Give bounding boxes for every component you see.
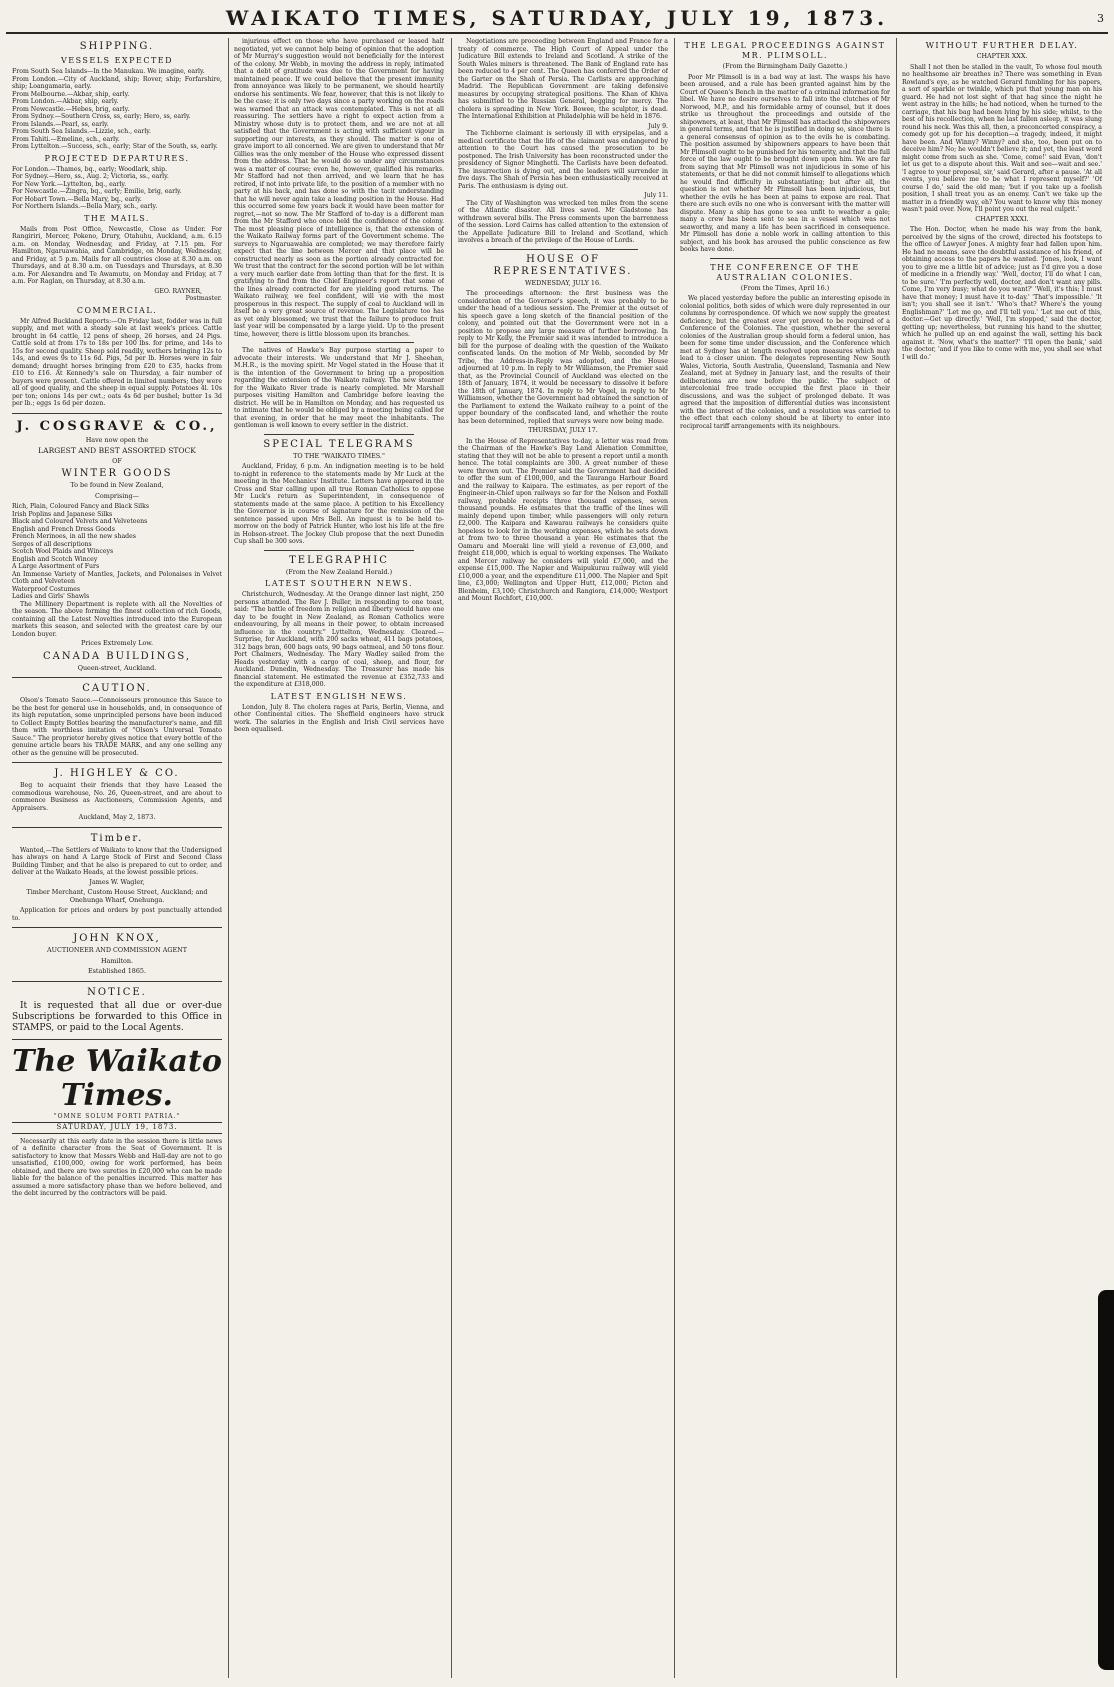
departure-item: For Sydney.—Hero, ss., Aug. 2; Victoria, ss., early. — [12, 173, 169, 180]
vessel-expected-item: From South Sea Islands.—Lizzie, sch., early. — [12, 128, 151, 135]
cosgrave-comprising: Comprising— — [95, 491, 139, 500]
cosgrave-item-list — [12, 503, 222, 601]
conference-heading: THE CONFERENCE OF THE AUSTRALIAN COLONIES. — [710, 262, 860, 282]
knox-established: Established 1865. — [87, 967, 147, 975]
dateline-july-9: July 9. — [648, 122, 668, 130]
divider — [12, 981, 222, 982]
column-rule — [896, 38, 897, 1678]
divider — [264, 550, 414, 551]
vessel-expected-item: From London.—Akbar, ship, early. — [12, 98, 119, 105]
column-2 — [234, 38, 444, 1678]
commercial-heading: COMMERCIAL. — [76, 305, 158, 315]
mails-text: Mails from Post Office, Newcastle, Close as Under. For Rangiriri, Mercer, Pokeno, Drury, Otahuhu, Auckland, a.m. 6.15 a.m. on Monday, Wednesday, and Friday, at 7.15 pm. For Hamilton, Ngaruawahia, and Cambridge, on Monday, Wednesday, and Friday, at 5 p.m. Mails for all countries close at 8.30 a.m. on Thursdays, and at 8.30 a.m. on Tuesdays and Thursdays, at 8.30 a.m. For Alexandra and Te Awamutu, on Monday and Friday, at 7 a.m. For Raglan, on Thursday, at 8.30 a.m. — [12, 225, 222, 285]
vessels-expected-heading: VESSELS EXPECTED — [60, 56, 174, 65]
highley-date: Auckland, May 2, 1873. — [78, 813, 156, 821]
legal-heading: THE LEGAL PROCEEDINGS AGAINST MR. PLIMSOLL. — [684, 41, 886, 60]
serial-heading: WITHOUT FURTHER DELAY. — [925, 41, 1079, 50]
vessel-expected-item: From Tahiti.—Emeline, sch., early. — [12, 135, 120, 143]
column-3 — [458, 38, 668, 1678]
column-4 — [680, 38, 890, 1678]
divider — [12, 827, 222, 828]
paper-motto: "OMNE SOLUM FORTI PATRIA." — [53, 1112, 181, 1120]
projected-departures-heading: PROJECTED DEPARTURES. — [44, 153, 190, 163]
commercial-text: Mr Alfred Buckland Reports:—On Friday last, fodder was in full supply, and met with a steady sale at last week's prices. Cattle brought in 64 cattle, 12 pens of sheep, 26 horses, and 24 Pigs. Cattle sold at from 17s to 18s per 100 lbs. for prime, and 14s to 15s for second quality. Sheep sold readily, wethers bringing 12s to 14s, and ewes 9s to 11s 6d. Pigs, 5d per lb. Horses were in fair demand; draught horses bringing from £20 to £35, hacks from £10 to £16. At Kennedy's sale on Thursday, a fair number of buyers were present. Cattle offered in limited numbers; they were all of good quality, and the sheep in equal supply. Potatoes 4l. 10s per ton; onions 14s per cwt.; oats 4s 6d per bushel; butter 1s 3d per lb.; eggs 1s 6d per dozen. — [12, 317, 222, 407]
cosgrave-item: Rich, Plain, Coloured Fancy and Black Silks — [12, 503, 150, 510]
knox-place: Hamilton. — [100, 956, 134, 965]
vessel-expected-item: From Islands.—Pearl, ss, early. — [12, 120, 109, 128]
prices-line: Prices Extremely Low. — [80, 639, 154, 647]
projected-departures-list — [12, 166, 222, 211]
canada-buildings-heading: CANADA BUILDINGS, — [42, 650, 191, 662]
cosgrave-of: OF — [112, 456, 122, 465]
chapter-31-heading: CHAPTER XXXI. — [975, 214, 1029, 223]
special-telegrams-heading: SPECIAL TELEGRAMS — [263, 438, 415, 450]
thursday-text: In the House of Representatives to-day, a letter was read from the Chairman of the Hawke's Bay Land Alienation Committee, stating that they will not be able to present a report until a month hence. The total complaints are 300. A great number of these were thrown out. The Premier said the Government had decided to offer the sum of £100,000, and the Tauranga Harbour Board and the railway to Kaipara. The estimates, as per report of the Engineer-in-Chief upon railways so far for the Nelson and Foxhill railway, probable receipts three thousand expenses, seven thousand pounds. He estimates that the traffic of the lines will mainly depend upon timber, while passengers will only return £2,000. The Kaipara and Kawarau railways he considers quite hopeless to look for in the working expenses, which he sets down at from two to three thousand a year. He estimates that the Oamaru and Moeraki line will yield a revenue of £3,000, and freight £18,000, which is equal to working expenses. The Waikato and Mercer railway he considers will yield £7,000, and the expense £15,000. The Napier and Waipukurau railway will yield £10,000 a year, and the expenditure £11,000. The Napier and Spit line, £3,000; Wellington and Upper Hutt, £12,000; Picton and Blenheim, £3,100; Christchurch and Rangiora, £14,000; Westport and Mount Rochfort, £10,000. — [458, 437, 668, 602]
house-heading: HOUSE OF REPRESENTATIVES. — [493, 253, 633, 277]
legal-source: (From the Birmingham Daily Gazette.) — [722, 62, 848, 70]
vessels-expected-list — [12, 68, 222, 151]
vessel-expected-item: From Lyttelton.—Success, sch., early; Star of the South, ss, early. — [12, 143, 218, 150]
cosgrave-goods: WINTER GOODS — [61, 468, 173, 479]
postmaster-name: GEO. RAYNER, — [154, 287, 202, 295]
paper-dateline: SATURDAY, JULY 19, 1873. — [12, 1122, 222, 1134]
masthead-title: WAIKATO TIMES, SATURDAY, JULY 19, 1873. — [225, 6, 889, 30]
timber-text: Wanted,—The Settlers of Waikato to know that the Undersigned has always on hand A Large Stock of First and Second Class Building Timber, and that he also is prepared to cut to order, and deliver at the Waikato Heads, at the lowest possible prices. — [12, 846, 222, 876]
cosgrave-item: Black and Coloured Velvets and Velveteens — [12, 518, 148, 525]
cosgrave-item: Ladies and Girls' Shawls — [12, 593, 90, 600]
timber-heading: Timber. — [90, 832, 144, 844]
timber-footer: Application for prices and orders by post punctually attended to. — [12, 907, 222, 922]
highley-heading: J. HIGHLEY & CO. — [54, 768, 180, 779]
thursday-heading: THURSDAY, JULY 17. — [528, 426, 598, 434]
divider — [264, 434, 414, 435]
latest-english-heading: LATEST ENGLISH NEWS. — [270, 691, 408, 701]
divider — [12, 1039, 222, 1040]
cosgrave-item: Waterproof Costumes — [12, 585, 81, 593]
chapter-30-heading: CHAPTER XXX. — [976, 52, 1028, 60]
conference-source: (From the Times, April 16.) — [740, 283, 830, 292]
chapter-30-text: Shall I not then be stalled in the vault, To whose foul mouth no healthsome air breathes in? There was something in Evan Rowland's eye, as he watched Gerard fumbling for his papers, a sort of sparkle or twinkle, which put that young man on his guard. He had not lost sight of that hag since the night he went astray in the hills; he had noticed, when he turned to the carriage, that his bag had been lying by his side; whilst, to the best of his recollection, when he last fallen asleep, it was slung round his neck. Was this all, then, a preconcerted conspiracy, a comedy got up for his deception—a tragedy, indeed, it might have been. And Winny? Winny? and she, too, been put on to deceive him? No; he wouldn't believe it; and yet, the least word might come from such as she. 'Come, come!' said Evan, 'don't let us get to a dispute about this. Wait and see—wait and see.' 'I agree to your proposal, sir,' said Gerard, after a pause. 'At all events, you believe me to be what I represent myself?' 'Of course I do,' said the old man; 'but if you take up a foolish position, I shall treat you as an enemy. Can't we take up the matter in a friendly way, eh? You want to know why this money wasn't paid over. Now, I'll point you out the real culprit.' — [902, 63, 1102, 213]
divider — [12, 677, 222, 678]
editorial-continued: injurious effect on those who have purchased or leased half negotiated, yet we cannot help being of opinion that the adoption of Mr Murray's suggestion would not beneficially for the interest of the colony. Mr Webb, in moving the address in reply, intimated that a debt of gratitude was due to the Government for having maintained peace. If we could believe that the present immunity from annoyance was likely to be permanent, we should heartily endorse his sentiments. We fear, however, that this is not likely to be the case; it is only two days since a party working on the roads was warned that an attack was contemplated. This is not at all reassuring. The settlers have a right to expect action from a Ministry whose duty is to protect them, and we are not at all satisfied that the Government is acting with sufficient vigour in supporting our interests, as they should. The matter is one of grave import to all concerned. We are given to understand that Mr Gillies was the only member of the House who expressed dissent from the address. That he would do so under any circumstances was a matter of course; even he, however, qualified his remarks. Mr Stafford had not then arrived, and we learn that he has retired, if not into private life, to the position of a member with no party at his back, and has done so with the tacit understanding that he will never again take a leading position in the House. Had this occurred some few years back it would have been matter for regret,—not so now. The Mr Stafford of to-day is a different man from the Mr Stafford who once held the confidence of the colony. The most pleasing piece of intelligence is, that the extension of the Waikato Railway forms part of the Government scheme. The surveys to Ngaruawahia are completed; we may therefore fairly expect that the line between Mercer and that place will be constructed nearly as soon as the portion already contracted for. We trust that the contract for the second portion will be let within a very much earlier date from letting than that for the first. It is gratifying to find from the Chief Engineer's report that some of the lines already contracted for are yielding good returns. The Waikato railway, we feel confident, will vie with the most prosperous in this respect. The supply of coal to Auckland will in itself be a very great source of revenue. The Legislature too has as yet only blossomed; we trust that the failure to produce fruit last year will be compensated by a large yield. Up to the present time, however, there is little blossom upon its branches. — [234, 38, 444, 338]
house-date: WEDNESDAY, JULY 16. — [524, 278, 602, 287]
july-11-text: The City of Washington was wrecked ten miles from the scene of the Atlantic disaster. All lives saved. Mr Gladstone has withdrawn several bills. The Press comments upon the barrenness of the session. Lord Cairns has called attention to the extension of the Appellate Judicature Bill to Ireland and Scotland, which involves a breach of the privilege of the House of Lords. — [458, 199, 668, 244]
southern-news-text: Christchurch, Wednesday. At the Orange dinner last night, 250 persons attended. The Rev J. Buller, in responding to one toast, said: "The battle of freedom in religion and liberty would have one day to be fought in New Zealand, as Roman Catholics were endeavouring, by all means in their power, to obtain increased influence in the country." Lyttelton, Wednesday. Cleared.—Surprise, for Auckland, with 200 sacks wheat, 411 bags potatoes, 312 bags bran, 600 bags oats, 90 bags oatmeal, and 50 tons flour. Port Chalmers, Wednesday. The Mary Wadley sailed from the Heads yesterday with a cargo of coal, sheep, and flour, for Auckland. Dunedin, Wednesday. The Treasurer has made his financial statement. He estimated the revenue at £352,733 and the expenditure at £318,000. — [234, 591, 444, 688]
cosgrave-item: An Immense Variety of Mantles, Jackets, and Polonaises in Velvet Cloth and Velveteen — [12, 570, 222, 585]
column-rule — [228, 38, 229, 1678]
conference-text: We placed yesterday before the public an interesting episode in colonial politics, both sides of which were duly represented in our columns by correspondence. Of which we now supply the greatest deficiency, but the greatest ever yet proved to be required of a Conference of the Colonies. The question, whether the several colonies of the Australian group should form a federal union, has been for some time under discussion, and the Conference which met at Sydney has at length resolved upon measures which may lead to a closer union. The delegates representing New South Wales, Victoria, South Australia, Queensland, Tasmania and New Zealand, met at Sydney in January last, and the results of their deliberations are now before the public. The subject of intercolonial free trade occupied the first place in their discussions, and was the subject of prolonged debate. It was agreed that the imposition of differential duties was inconsistent with the interest of the colonies, and a resolution was carried to the effect that each colony should be at liberty to enter into reciprocal tariff arrangements with its neighbours. — [680, 295, 890, 430]
editorial-text: Necessarily at this early date in the session there is little news of a definite character from the Seat of Government. It is satisfactory to know that Messrs Webb and Hall-day are not to go unsatisfied, £100,000, owing for work performed, has been obtained, and there are two sureties in £20,000 who can be made liable for the balance of the penalties incurred. This matter has assumed a more satisfactory phase than we before believed, and the debt incurred by the contractors will be paid. — [12, 1137, 222, 1197]
canada-buildings-address: Queen-street, Auckland. — [77, 663, 157, 672]
cosgrave-item: Irish Poplins and Japanese Silks — [12, 510, 113, 518]
english-news-continued: Negotiations are proceeding between England and France for a treaty of commerce. The High Court of Appeal under the Judicature Bill extends to Ireland and Scotland. A strike of the South Wales miners is threatened. The Bank of England rate has been reduced to 4 per cent. The Queen has conferred the Order of the Garter on the Shah of Persia. The Carlists are approaching Madrid. The Republican Government are taking defensive measures by occupying strategical positions. The Khan of Khiva has submitted to the Russian General, begging for mercy. The cholera is spreading in New York. Bowee, the sculptor, is dead. The International Exhibition at Philadelphia will be held in 1876. — [458, 38, 668, 120]
mails-heading: THE MAILS. — [84, 213, 150, 223]
postmaster-title: Postmaster. — [185, 295, 222, 302]
departure-item: For London.—Thames, bq., early; Woodlark, ship. — [12, 165, 168, 173]
latest-southern-heading: LATEST SOUTHERN NEWS. — [265, 579, 413, 588]
caution-text: Olson's Tomato Sauce.—Connoisseurs pronounce this Sauce to be the best for general use in households, and, in consequence of its high reputation, some unprincipled persons have been induced to Collect Empty Bottles bearing the manufacturer's name, and fill them with worthless imitation of "Olson's Universal Tomato Sauce." The proprietor hereby gives notice that every bottle of the genuine article bears his TRADE MARK, and any one selling any other as the genuine will be prosecuted. — [12, 697, 222, 757]
divider — [488, 249, 638, 250]
departure-item: For New York.—Lyttelton, bq., early. — [12, 180, 127, 188]
vessel-expected-item: From Sydney.—Southern Cross, ss, early; Hero, ss, early. — [12, 113, 191, 120]
vessel-expected-item: From Newcastle.—Hebes, brig, early. — [12, 105, 130, 113]
shipping-heading: SHIPPING. — [79, 41, 155, 52]
cosgrave-item: English and Scotch Wincey — [12, 555, 98, 563]
knox-heading: JOHN KNOX, — [73, 933, 161, 944]
vessel-expected-item: From Melbourne.—Akbar, ship, early. — [12, 90, 130, 98]
column-rule — [674, 38, 675, 1678]
dateline-july-11: July 11. — [644, 192, 668, 199]
divider — [710, 258, 860, 259]
departure-item: For Newcastle.—Zingra, bq., early; Emilie, brig, early. — [12, 188, 182, 195]
scan-edge-shadow — [1098, 1290, 1114, 1670]
local-news: The natives of Hawke's Bay purpose starting a paper to advocate their interests. We understand that Mr J. Sheehan, M.H.R., is the moving spirit. Mr Vogel stated in the House that it is the intention of the Government to bring up a proposition regarding the extension of the Waikato railway. The new steamer for the Waikato River trade is nearly completed. Mr Marshall purposes visiting Hamilton and Cambridge before leaving the district. He will be in Hamilton on Monday, and has requested us to intimate that he would be obliged by a meeting being called for that evening, in order that he may meet the inhabitants. The gentleman is well known to every settler in the district. — [234, 347, 444, 429]
cosgrave-item: French Merinoes, in all the new shades — [12, 533, 136, 540]
column-1 — [12, 38, 222, 1678]
divider — [12, 413, 222, 414]
divider — [12, 762, 222, 763]
highley-text: Beg to acquaint their friends that they have Leased the commodious warehouse, No. 26, Queen-street, and are about to commence Business as Auctioneers, Commission Agents, and Appraisers. — [12, 782, 222, 812]
column-rule — [451, 38, 452, 1678]
timber-name: James W. Wagler, — [89, 877, 145, 886]
cosgrave-item: Scotch Wool Plaids and Winceys — [12, 548, 114, 555]
vessel-expected-item: From London.—City of Auckland, ship; Rover, ship; Forfarshire, ship; Loangamaria, early. — [12, 75, 222, 90]
page-number: 3 — [1097, 12, 1104, 25]
masthead — [6, 4, 1108, 34]
july-9-text: The Tichborne claimant is seriously ill with erysipelas, and a medical certificate that the life of the claimant was endangered by attention to the Court has caused the prosecution to be postponed. The Irish University has been reconstructed under the presidency of Signor Minghetti. The Carlists have been defeated. The insurrection is dying out, and the leaders will surrender in five days. The Shah of Persia has been enthusiastically received at Paris. The enthusiasm is dying out. — [458, 130, 668, 190]
chapter-31-text: The Hon. Doctor, when he made his way from the bank, perceived by the signs of the crowd, directed his footsteps to the office of Lawyer Jones. A mighty fear had fallen upon him. He had no means, save the doubtful assistance of his friend, of obtaining access to the papers he wanted. 'Jones, look, I want you to give me a little bit of advice; just as I'd give you a dose of medicine in a friendly way.' 'Well, doctor, I'll do what I can, to be sure.' 'I'm perfectly well, doctor, and don't want any pills. Come, I'm very busy; what do you want?' 'Well, it's this; I must have that money; I must have it to-day.' 'That's impossible.' 'It isn't; you shall see it isn't.' 'Who's that? Where's the young Englishman?' 'Let me go, and I'll tell you.' 'Let me out of this, doctor.—Get up directly.' 'Well, I'm stopped,' said the doctor, getting up; nevertheless, but running his hand to the shutter, which he pulled up an end against the wall, setting his back against it. 'Now, what's the matter?' 'I'll open the bank,' said the doctor, 'and if you like to come with me, you shall see what I will do.' — [902, 226, 1102, 361]
divider — [12, 927, 222, 928]
divider — [264, 342, 414, 343]
notice-heading: NOTICE. — [87, 986, 147, 998]
cosgrave-item: Serges of all descriptions — [12, 540, 92, 548]
cosgrave-footer: The Millinery Department is replete with all the Novelties of the season. The above forming the finest collection of rich Goods, containing all the Latest Novelties introduced into the European markets this season, and selected with the greatest care by our London buyer. — [12, 600, 222, 638]
special-telegrams-text: Auckland, Friday, 6 p.m. An indignation meeting is to be held to-night in reference to the statements made by Mr Luck at the meeting in the Mechanics' Institute. Letters have appeared in the Cross and Star calling upon all true Roman Catholics to oppose Mr Luck's return as Superintendent, in consequence of statements made at the same place. A petition to his Excellency the Governor is in course of signature for the remission of the sentence passed upon Mrs Bell. An inquest is to be held to-morrow on the body of Patrick Hunter, who lost his life at the fire in Hobson-street. The Jockey Club propose that the next Dunedin Cup shall be 300 sovs. — [234, 463, 444, 545]
departure-item: For Northern Islands.—Bella Mary, sch., early. — [12, 203, 158, 210]
column-5 — [902, 38, 1102, 1678]
vessel-expected-item: From South Sea Islands—In the Manukau. We imagine, early. — [12, 68, 205, 75]
cosgrave-item: English and French Dress Goods — [12, 525, 115, 533]
special-telegrams-subtitle: TO THE "WAIKATO TIMES." — [293, 451, 385, 460]
house-text: The proceedings afternoon: the first business was the consideration of the Governor's speech, it was probably to be under the head of a tedious session. The Premier at the outset of his speech gave a long sketch of the financial position of the colony, and pointed out that the Government were not in a position to propose any large measure of further borrowing. In reply to Mr Kelly, the Premier said it was intended to introduce a bill for the purpose of dealing with the question of the Waikato confiscated lands. On the motion of Mr Webb, seconded by Mr Tribe, the Address-in-Reply was adopted, and the House adjourned at 10 p.m. In reply to Mr Williamson, the Premier said that, as the Provincial Council of Auckland was elected on the 18th of January, 1874, it would be necessary to dissolve it before the 18th of January, 1874. In reply to Mr Vogel, in reply to Mr Williamson, whether the Government had obtained the sanction of the Parliament to extend the Waikato railway to a point of the upper boundary of the confiscated land, and whether the route has been determined, replied that surveys were now being made. — [458, 290, 668, 425]
knox-subtitle: AUCTIONEER AND COMMISSION AGENT — [46, 946, 188, 954]
timber-address: Timber Merchant, Custom House Street, Auckland; and Onehunga Wharf, Onehunga. — [26, 888, 208, 904]
cosgrave-heading: J. COSGRAVE & CO., — [16, 418, 218, 434]
cosgrave-stock: LARGEST AND BEST ASSORTED STOCK — [38, 446, 196, 455]
notice-text: It is requested that all due or over-due Subscriptions be forwarded to this Office in STAMPS, or paid to the Local Agents. — [12, 1000, 222, 1033]
cosgrave-subtitle: Have now open the — [85, 435, 149, 444]
cosgrave-item: A Large Assortment of Furs — [12, 563, 100, 570]
telegraphic-source: (From the New Zealand Herald.) — [285, 567, 393, 576]
legal-text: Poor Mr Plimsoll is in a bad way at last. The wasps his have been aroused, and a rule has been granted against him by the Court of Queen's Bench in the matter of a criminal information for libel. We have no desire ourselves to fall into the clutches of Mr Norwood, M.P., and his formidable army of counsel, but it does strike us throughout the proceedings and outside of the shipowners, at least, that Mr Plimsoll has attacked the shipowners in general terms, and that he is justified in doing so, since there is a general consensus of opinion as to the evils he is combating. The position assumed by shipowners appears to have been that Mr Plimsoll ought to be punished for his temerity, and that the full force of the law ought to be brought down upon him. We are far from saying that Mr Plimsoll was not injudicious in some of his statements, or that he did not commit himself to allegations which he would find difficulty in substantiating; but after all, the question is not whether Mr Plimsoll has been injudicious, but whether the evils he has been at pains to expose are real. That there are such evils no one who is conversant with the matter will dispute. Many a ship has gone to sea unfit to weather a gale; many a crew has been sent to sea in a vessel which was not seaworthy, and many a life has been sacrificed in consequence. Mr Plimsoll has done a noble work in calling attention to this subject, and his book has aroused the public conscience as few books have done. — [680, 73, 890, 253]
telegraphic-heading: TELEGRAPHIC — [289, 554, 389, 566]
caution-heading: CAUTION. — [82, 683, 152, 694]
english-news-text: London, July 8. The cholera rages at Paris, Berlin, Vienna, and other Continental cities. The Sheffield engineers have struck work. The salaries in the English and Irish Civil services have been equalised. — [234, 703, 444, 733]
cosgrave-found: To be found in New Zealand, — [70, 481, 164, 489]
departure-item: For Hobart Town.—Bella Mary, bq., early. — [12, 195, 142, 203]
paper-nameplate: The Waikato Times. — [12, 1043, 222, 1113]
